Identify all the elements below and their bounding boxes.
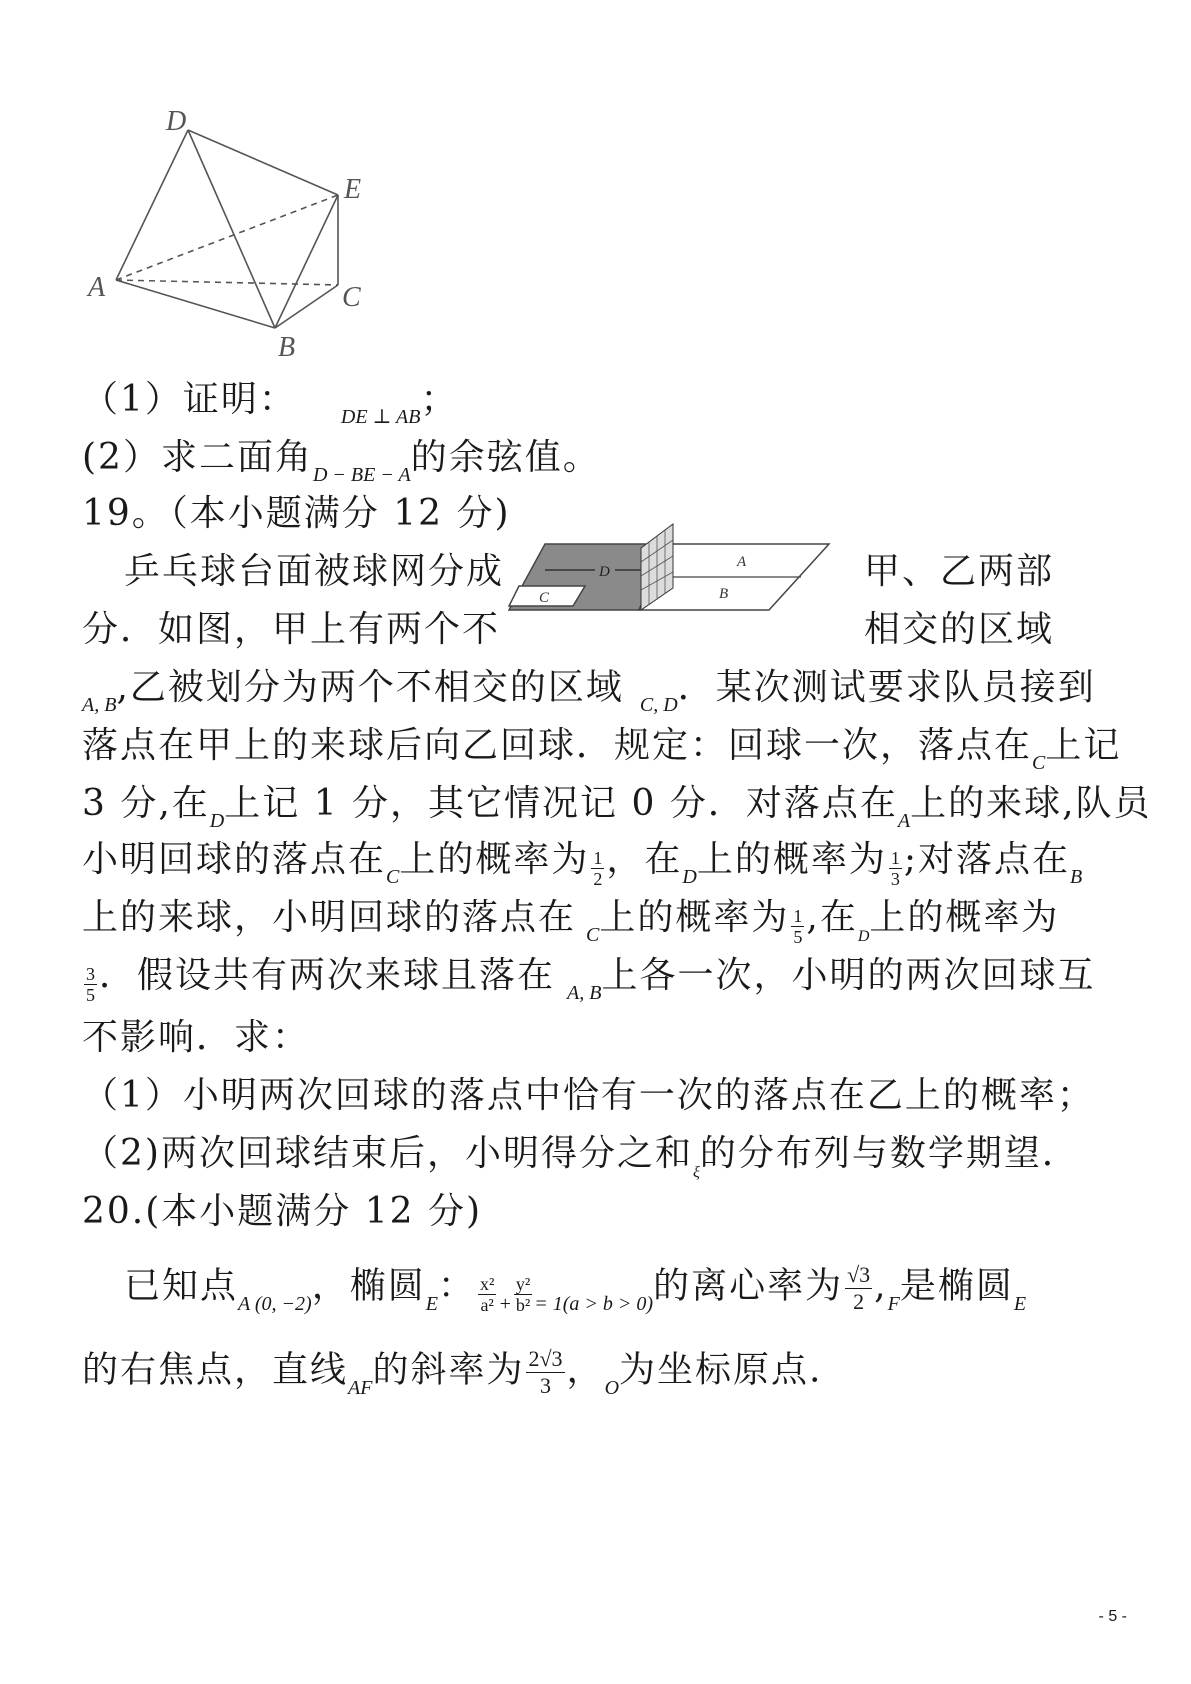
fraction-slope	[526, 1346, 564, 1399]
text: 上的概率为	[399, 839, 590, 880]
text: ，在	[606, 839, 683, 880]
edge-DA	[116, 130, 188, 280]
text: 为坐标原点.	[619, 1349, 823, 1391]
q18-part1-prefix: （1）证明：	[82, 379, 297, 420]
q19-part1: （1）小明两次回球的落点中恰有一次的落点在乙上的概率；	[82, 1075, 1095, 1116]
text: 落点在甲上的来球后向乙回球．规定：回球一次，落点在	[82, 725, 1033, 766]
math-xi: ξ	[692, 1164, 700, 1181]
text: 上各一次，小明的两次回球互	[601, 955, 1096, 996]
q20-line2	[82, 1346, 822, 1399]
edge-DB	[188, 130, 275, 328]
math-d: D	[682, 866, 697, 888]
page-number: - 5 -	[1098, 1608, 1127, 1625]
fraction-three-fifths	[84, 964, 97, 1005]
q19-line8	[82, 954, 1095, 1003]
math-c: C	[1032, 752, 1046, 774]
q18-part2	[82, 436, 601, 485]
q19-line7	[82, 896, 1059, 947]
math-b: B	[1070, 866, 1083, 888]
text: 已知点	[124, 1265, 239, 1307]
table-label-B: B	[719, 586, 729, 602]
q18-part1-suffix: ；	[420, 379, 459, 420]
math-af: AF	[348, 1376, 373, 1399]
text: 2√3	[528, 1346, 563, 1371]
text: +	[498, 1292, 512, 1315]
text: 3	[86, 963, 95, 984]
math-d: D	[857, 928, 870, 945]
text: ，	[566, 1349, 605, 1391]
ping-pong-table-figure	[505, 518, 835, 618]
geometry-figure	[80, 100, 380, 370]
math-a: A	[897, 810, 911, 832]
q18-part2-suffix: 的余弦值。	[410, 437, 601, 478]
text: ：	[437, 1265, 476, 1307]
q19-line2-right: 相交的区域	[864, 609, 1055, 650]
q19-line1-left: 乒乓球台面被球网分成	[124, 551, 505, 592]
text: ．假设共有两次来球且落在	[99, 955, 556, 996]
q19-part2	[82, 1132, 1080, 1183]
text: 上记 1 分，其它情况记 0 分．对落点在	[224, 783, 898, 824]
fraction-one-fifth	[791, 906, 804, 947]
q19-line4	[82, 724, 1121, 773]
q19-line5	[82, 782, 1152, 831]
math-f: F	[887, 1292, 900, 1315]
text: 1	[793, 905, 803, 926]
text: 5	[86, 984, 95, 1005]
math-de-perp-ab: DE ⊥ AB	[340, 406, 421, 428]
math-e: E	[1013, 1292, 1027, 1315]
edge-DE	[188, 130, 338, 195]
label-A: A	[88, 272, 106, 303]
text: 的斜率为	[372, 1349, 525, 1391]
q19-line3	[82, 666, 1096, 715]
text: 5	[793, 926, 803, 947]
text: 1	[890, 847, 900, 868]
math-e: E	[425, 1292, 438, 1315]
text: 3 分,在	[82, 783, 210, 824]
text: √3	[847, 1262, 871, 1287]
label-E: E	[344, 174, 362, 205]
math-ellipse-condition: = 1(a > b > 0)	[534, 1292, 654, 1315]
fraction-x2-a2	[478, 1274, 496, 1315]
text: 2	[593, 868, 603, 889]
text: 的离心率为	[653, 1265, 844, 1307]
table-label-C: C	[539, 590, 550, 606]
text: 2	[853, 1289, 865, 1314]
text: ，椭圆	[311, 1265, 426, 1307]
math-cd: C, D	[639, 694, 678, 716]
fraction-y2-b2	[514, 1274, 532, 1315]
text: ,	[874, 1265, 888, 1307]
table-label-A: A	[737, 554, 747, 570]
edge-AC-hidden	[116, 280, 338, 285]
table-label-D: D	[599, 564, 610, 580]
text: 上记	[1045, 725, 1122, 766]
text: 上的概率为	[696, 839, 887, 880]
math-dihedral: D − BE − A	[312, 464, 411, 486]
math-ab: A, B	[82, 694, 117, 716]
text: （2)两次回球结束后，小明得分之和	[82, 1133, 693, 1174]
text: 是椭圆	[899, 1265, 1014, 1307]
q19-line1-right: 甲、乙两部	[864, 551, 1055, 592]
text: ．某次测试要求队员接到	[677, 667, 1096, 708]
text: y²	[515, 1274, 531, 1294]
text: 3	[540, 1373, 551, 1398]
q20-heading: 20.(本小题满分 12 分)	[82, 1191, 483, 1232]
q19-line9: 不影响．求：	[82, 1017, 311, 1058]
label-B: B	[278, 332, 296, 363]
text: 小明回球的落点在	[82, 839, 387, 880]
edge-AB	[116, 280, 275, 328]
math-d: D	[209, 810, 225, 832]
math-o: O	[604, 1376, 620, 1399]
text: 3	[890, 868, 900, 889]
text: 的右焦点，直线	[82, 1349, 349, 1391]
text: ,乙被划分为两个不相交的区域	[116, 667, 624, 708]
edge-AE-hidden	[116, 195, 338, 280]
text: x²	[479, 1274, 495, 1294]
text: 的分布列与数学期望．	[699, 1133, 1080, 1174]
fraction-one-half	[591, 848, 604, 889]
q19-line2-left: 分．如图，甲上有两个不	[82, 609, 501, 650]
q19-line6	[82, 838, 1082, 887]
text: a²	[480, 1295, 494, 1315]
math-c: C	[586, 924, 600, 946]
text: b²	[515, 1295, 531, 1315]
math-point-a: A (0, −2)	[238, 1292, 312, 1315]
math-ab: A, B	[567, 982, 602, 1004]
q18-part1	[82, 378, 458, 427]
fraction-one-third	[889, 848, 902, 889]
q20-line1	[124, 1262, 1026, 1315]
text: 上的来球,队员	[910, 783, 1152, 824]
q19-heading: 19。（本小题满分 12 分)	[82, 493, 511, 534]
fraction-eccentricity	[845, 1262, 872, 1315]
label-C: C	[342, 282, 361, 313]
text: 上的来球，小明回球的落点在	[82, 897, 577, 938]
text: 上的概率为	[869, 897, 1060, 938]
label-D: D	[166, 106, 187, 137]
text: ;对落点在	[903, 839, 1070, 880]
q18-part2-prefix: (2）求二面角	[82, 437, 313, 478]
text: ,在	[806, 897, 858, 938]
text: 上的概率为	[599, 897, 790, 938]
math-c: C	[386, 866, 400, 888]
text: 1	[593, 847, 603, 868]
